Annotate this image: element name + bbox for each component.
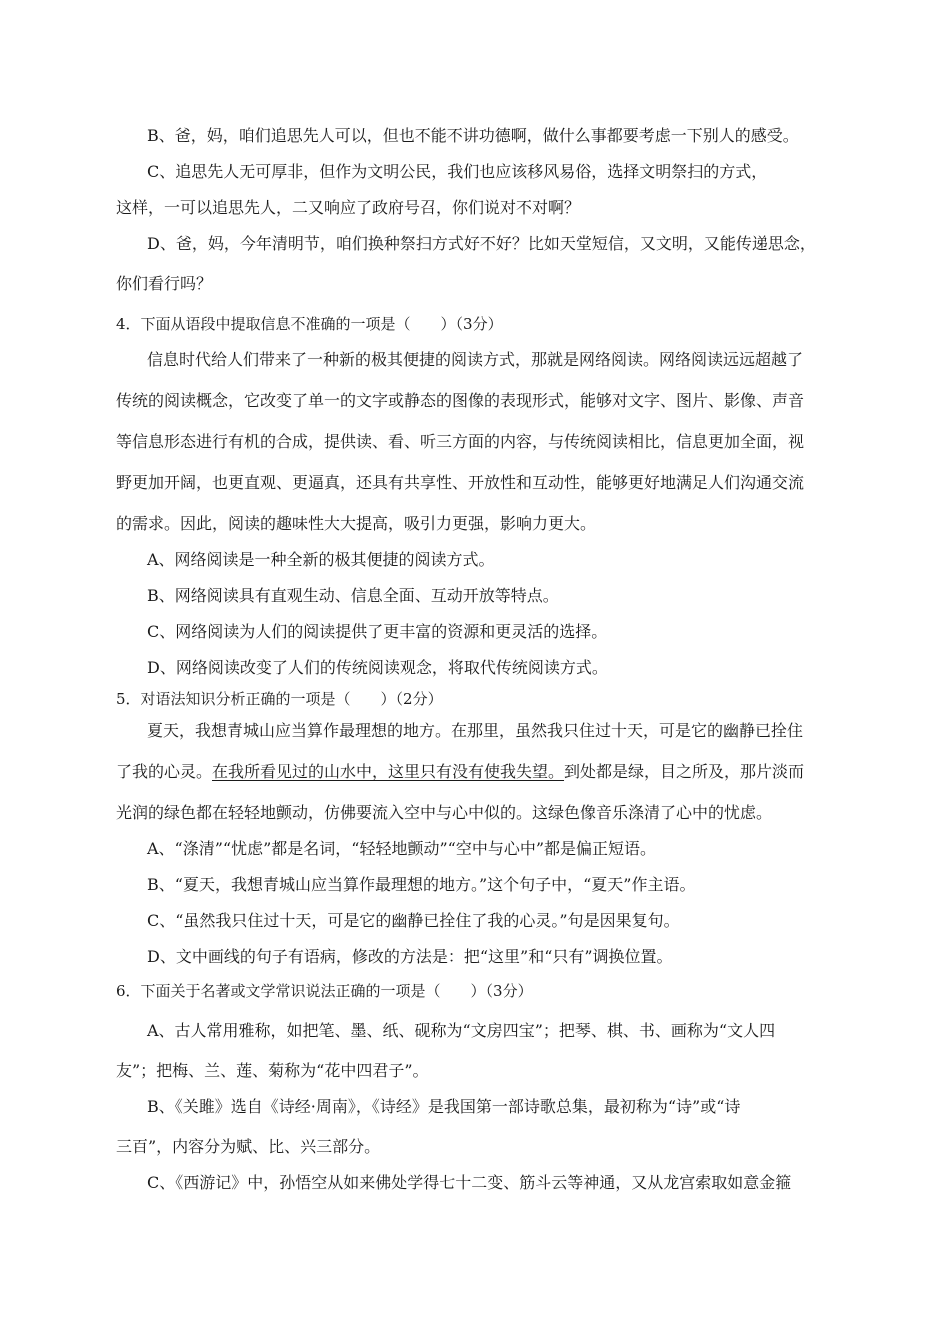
q4-option-c: C、网络阅读为人们的阅读提供了更丰富的资源和更灵活的选择。 [147,622,608,641]
q4-passage-line1: 信息时代给人们带来了一种新的极其便捷的阅读方式，那就是网络阅读。网络阅读远远超越了 [147,350,804,369]
q3-option-d-line2: 你们看行吗？ [116,274,213,293]
q4-option-d: D、网络阅读改变了人们的传统阅读观念，将取代传统阅读方式。 [147,658,608,677]
q3-option-c-line2: 这样，一可以追思先人，二又响应了政府号召，你们说对不对啊？ [116,198,581,217]
q5-passage-line1: 夏天，我想青城山应当算作最理想的地方。在那里，虽然我只住过十天，可是它的幽静已拴住 [147,721,804,740]
q5-underlined-sentence: 在我所看见过的山水中，这里只有没有使我失望。 [212,762,565,781]
q6-title: 6．下面关于名著或文学常识说法正确的一项是（ ）（3分） [116,982,533,1000]
q3-option-d-line1: D、爸，妈，今年清明节，咱们换种祭扫方式好不好？比如天堂短信，又文明，又能传递思念， [147,234,816,253]
q6-option-b-line2: 三百”，内容分为赋、比、兴三部分。 [116,1137,381,1156]
q5-option-d: D、文中画线的句子有语病，修改的方法是：把“这里”和“只有”调换位置。 [147,947,673,966]
q6-option-b-line1: B、《关雎》选自《诗经·周南》，《诗经》是我国第一部诗歌总集，最初称为“诗”或“诗 [147,1097,741,1116]
q3-option-b: B、爸，妈，咱们追思先人可以，但也不能不讲功德啊，做什么事都要考虑一下别人的感受。 [147,126,799,145]
q5-option-c: C、“虽然我只住过十天，可是它的幽静已拴住了我的心灵。”句是因果复句。 [147,911,680,930]
q6-option-a-line2: 友”；把梅、兰、莲、菊称为“花中四君子”。 [116,1061,429,1080]
q5-passage-line3: 光润的绿色都在轻轻地颤动，仿佛要流入空中与心中似的。这绿色像音乐涤清了心中的忧虑。 [116,803,773,822]
q4-passage-line2: 传统的阅读概念，它改变了单一的文字或静态的图像的表现形式，能够对文字、图片、影像、声音 [116,391,805,410]
q3-option-c-line1: C、追思先人无可厚非，但作为文明公民，我们也应该移风易俗，选择文明祭扫的方式， [147,162,768,181]
q6-option-a-line1: A、古人常用雅称，如把笔、墨、纸、砚称为“文房四宝”；把琴、棋、书、画称为“文人四 [147,1021,776,1040]
q5-title: 5．对语法知识分析正确的一项是（ ）（2分） [116,690,443,708]
q4-passage-line4: 野更加开阔，也更直观、更逼真，还具有共享性、开放性和互动性，能够更好地满足人们沟通交流 [116,473,805,492]
q4-title: 4．下面从语段中提取信息不准确的一项是（ ）（3分） [116,315,503,333]
q4-passage-line5: 的需求。因此，阅读的趣味性大大提高，吸引力更强，影响力更大。 [116,514,597,533]
q4-option-b: B、网络阅读具有直观生动、信息全面、互动开放等特点。 [147,586,559,605]
q5-passage-text: 到处都是绿，目之所及，那片淡而 [564,762,805,781]
q5-option-a: A、“涤清”“忧虑”都是名词，“轻轻地颤动”“空中与心中”都是偏正短语。 [147,839,656,858]
q4-option-a: A、网络阅读是一种全新的极其便捷的阅读方式。 [147,550,495,569]
q5-option-b: B、“夏天，我想青城山应当算作最理想的地方。”这个句子中，“夏天”作主语。 [147,875,696,894]
q6-option-c-line1: C、《西游记》中，孙悟空从如来佛处学得七十二变、筋斗云等神通，又从龙宫索取如意金箍 [147,1173,792,1192]
q5-passage-text: 了我的心灵。 [116,762,213,781]
q5-passage-line2 [116,761,804,783]
q4-passage-line3: 等信息形态进行有机的合成，提供读、看、听三方面的内容，与传统阅读相比，信息更加全面，视 [116,432,805,451]
